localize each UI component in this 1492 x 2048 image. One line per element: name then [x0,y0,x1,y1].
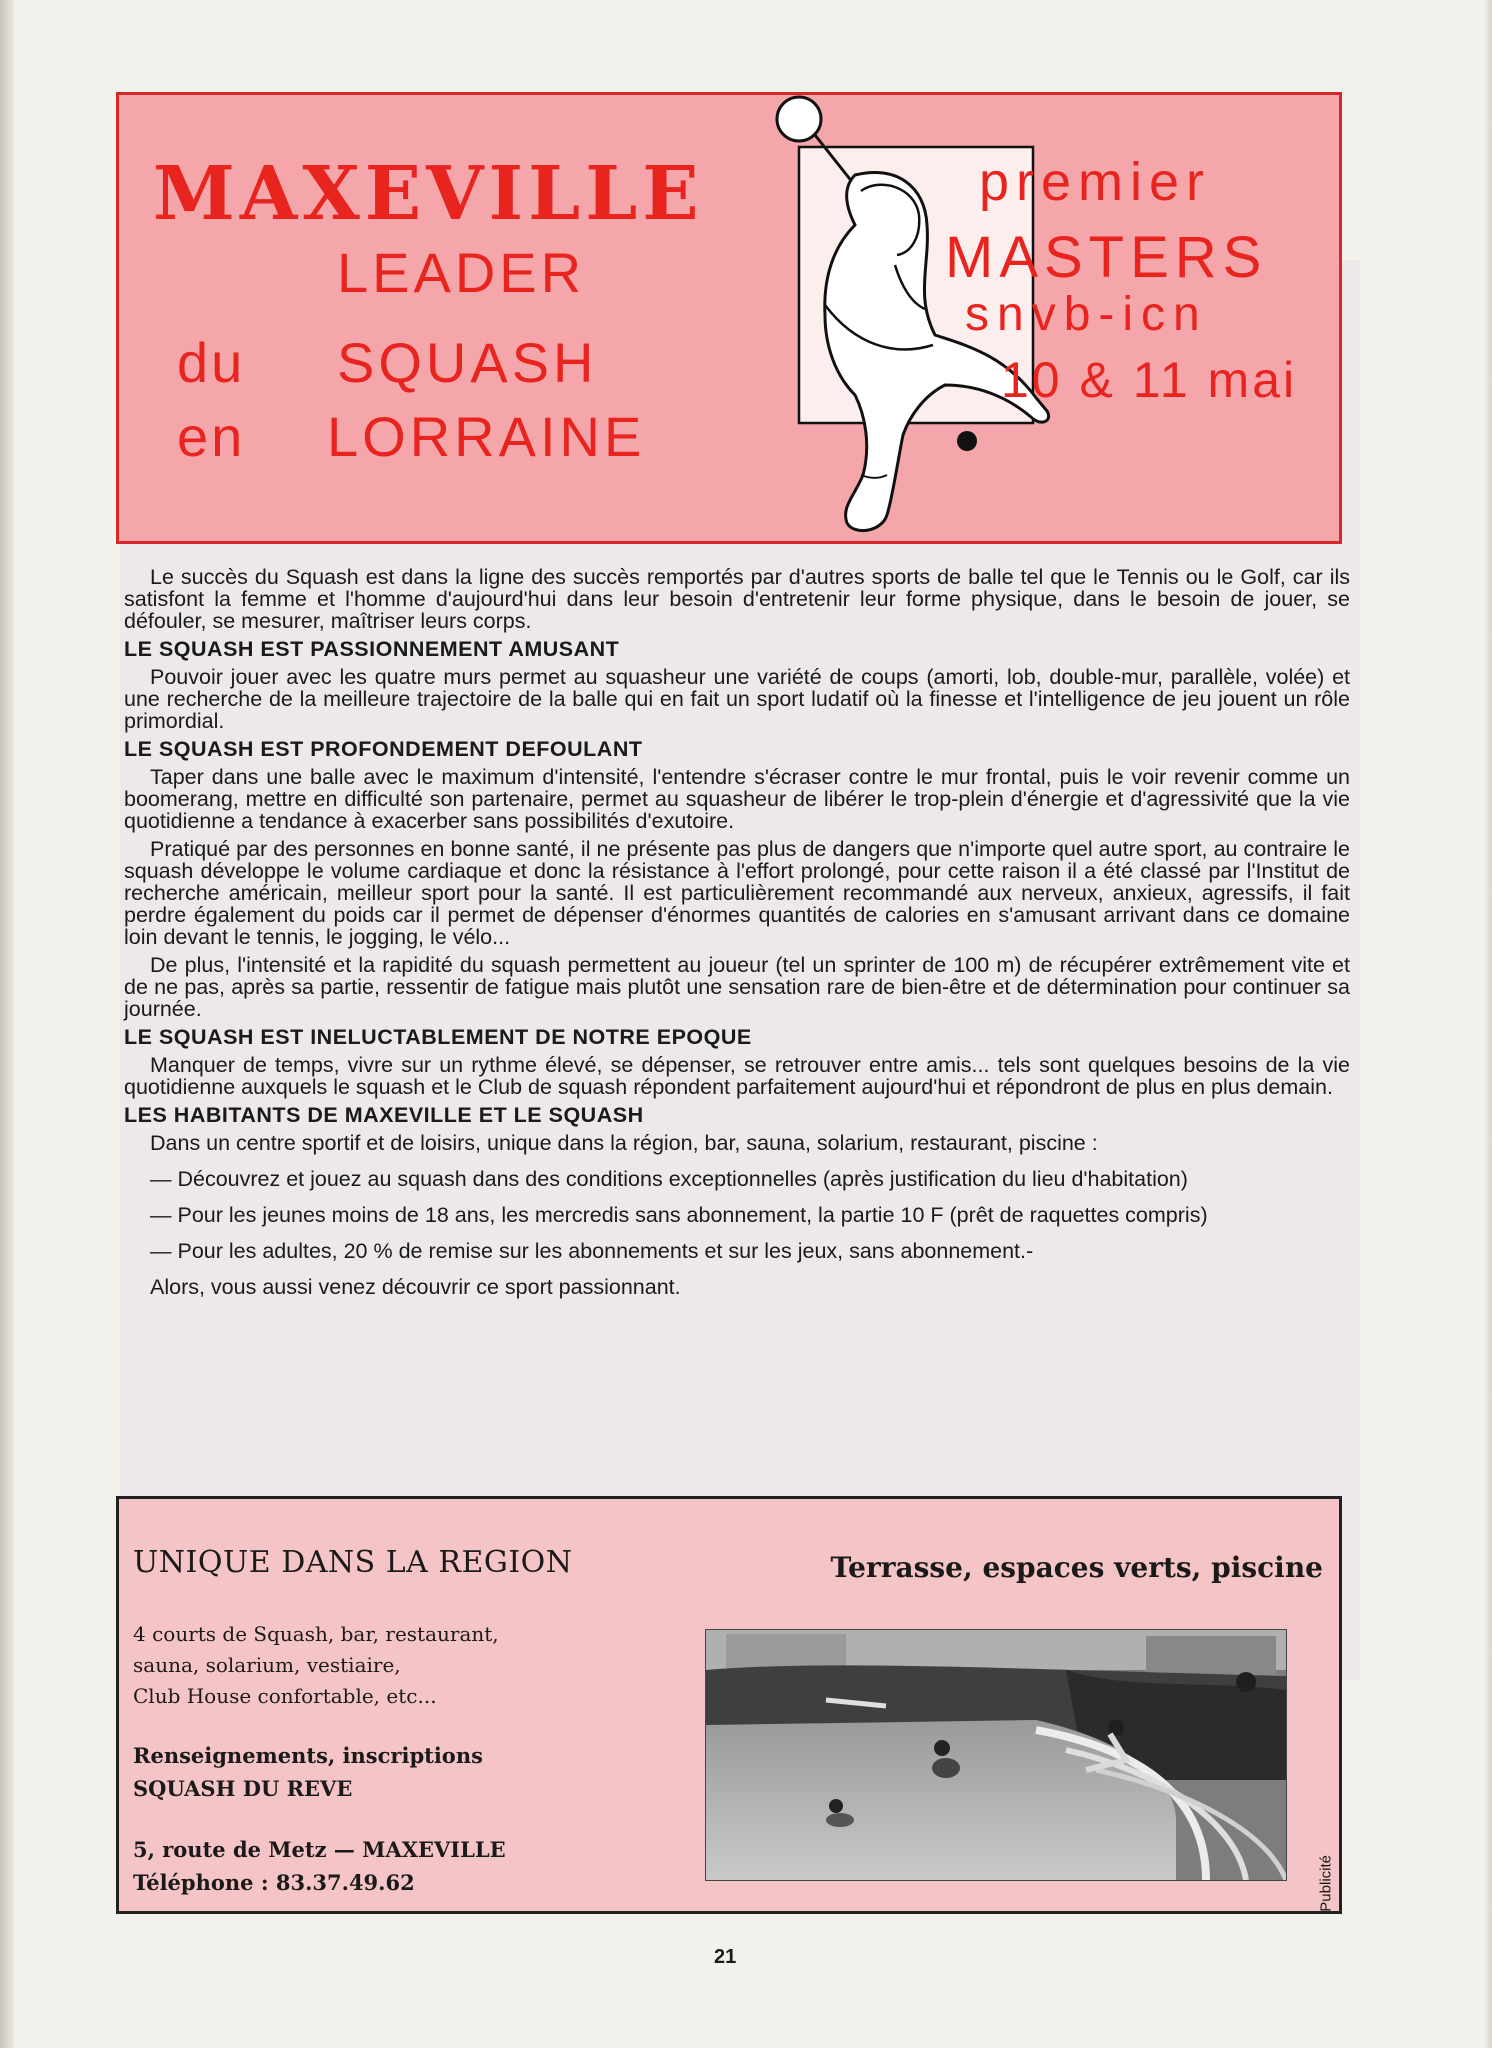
swimming-pool-photo [705,1629,1287,1881]
banner-du: du [177,331,246,394]
heading-passionnement: LE SQUASH EST PASSIONNEMENT AMUSANT [124,637,620,661]
banner-snvb-icn: snvb-icn [965,288,1208,341]
banner-dates: 10 & 11 mai [1001,352,1298,408]
ad-title: UNIQUE DANS LA REGION [133,1545,573,1580]
ad-description-line: 4 courts de Squash, bar, restaurant, [133,1622,499,1646]
ad-info-line: SQUASH DU REVE [133,1776,353,1801]
list-item: — Pour les adultes, 20 % de remise sur les abonnements et sur les jeux, sans abonnement.- [150,1239,1034,1263]
ad-info-line: Renseignements, inscriptions [133,1743,483,1768]
banner-squash: SQUASH [337,331,598,394]
banner-lorraine: LORRAINE [327,405,646,468]
page-number: 21 [714,1946,737,1968]
heading-defoulant: LE SQUASH EST PROFONDEMENT DEFOULANT [124,737,643,761]
ad-description-line: sauna, solarium, vestiaire, [133,1653,401,1677]
header-banner [116,92,1342,544]
ad-description-line: Club House confortable, etc... [133,1684,437,1708]
list-item: — Pour les jeunes moins de 18 ans, les mercredis sans abonnement, la partie 10 F (prêt de raquettes compris) [150,1203,1208,1227]
ad-address: 5, route de Metz — MAXEVILLE [133,1837,506,1862]
article-closing: Alors, vous aussi venez découvrir ce sport passionnant. [150,1275,681,1299]
publicite-label: Publicité [1318,1855,1335,1912]
ad-tagline: Terrasse, espaces verts, piscine [830,1551,1323,1584]
article-paragraph: De plus, l'intensité et la rapidité du squash permettent au joueur (tel un sprinter de 100 m) de récupérer extrêmement vite et de ne pas, après sa partie, ressentir de fatigue mais plutôt une sensation rare de bien-être et de détermination pour continuer sa journée. [124,953,1350,1021]
binding-spine [0,0,14,2048]
banner-masters: MASTERS [945,225,1268,290]
banner-en: en [177,405,246,468]
ad-description [133,1619,553,1712]
page-edge [1484,0,1492,2048]
heading-epoque: LE SQUASH EST INELUCTABLEMENT DE NOTRE EPOQUE [124,1025,752,1049]
heading-habitants: LES HABITANTS DE MAXEVILLE ET LE SQUASH [124,1103,644,1127]
article-paragraph: Pouvoir jouer avec les quatre murs permet au squasheur une variété de coups (amorti, lob, double-mur, parallèle, volée) et une recherche de la meilleure trajectoire de la balle qui en fait un sport ludatif où la finesse et l'intelligence de jeu jouent un rôle primordial. [124,665,1350,733]
article-paragraph: Pratiqué par des personnes en bonne santé, il ne présente pas plus de dangers que n'importe quel autre sport, au contraire le squash développe le volume cardiaque et donc la résistance à l'effort prolongé, pour cette raison il a été classé par l'Institut de recherche américain, meilleur sport pour la santé. Il est particulièrement recommandé aux nerveux, anxieux, agressifs, il fait perdre également du poids car il permet de dépenser d'énormes quantités de calories en s'amusant arrivant dans ce domaine loin devant le tennis, le jogging, le vélo... [124,837,1350,949]
ad-contact-info [133,1739,506,1899]
article-paragraph: Manquer de temps, vivre sur un rythme élevé, se dépenser, se retrouver entre amis... tels sont quelques besoins de la vie quotidienne auxquels le squash et le Club de squash répondent parfaitement aujourd'hui et répondront de plus en plus demain. [124,1053,1350,1099]
ad-phone: Téléphone : 83.37.49.62 [133,1870,415,1895]
list-item: — Découvrez et jouez au squash dans des conditions exceptionnelles (après justification du lieu d'habitation) [150,1167,1188,1191]
article-body [124,566,1350,1312]
banner-maxeville: MAXEVILLE [153,151,704,237]
article-paragraph: Taper dans une balle avec le maximum d'intensité, l'entendre s'écraser contre le mur frontal, puis le voir revenir comme un boomerang, mettre en difficulté son partenaire, permet au squasheur de libérer le trop-plein d'énergie et d'agressivité que la vie quotidienne a tendance à exacerber sans possibilités d'exutoire. [124,765,1350,833]
article-intro: Le succès du Squash est dans la ligne des succès remportés par d'autres sports de balle tel que le Tennis ou le Golf, car ils satisfont la femme et l'homme d'aujourd'hui dans leur besoin d'entretenir leur forme physique, dans le besoin de jouer, se défouler, se mesurer, maîtriser leurs corps. [124,565,1350,633]
advertisement-box [116,1496,1342,1914]
article-paragraph: Dans un centre sportif et de loisirs, unique dans la région, bar, sauna, solarium, restaurant, piscine : [150,1131,1098,1155]
banner-leader: LEADER [337,241,586,304]
banner-premier: premier [979,152,1212,212]
